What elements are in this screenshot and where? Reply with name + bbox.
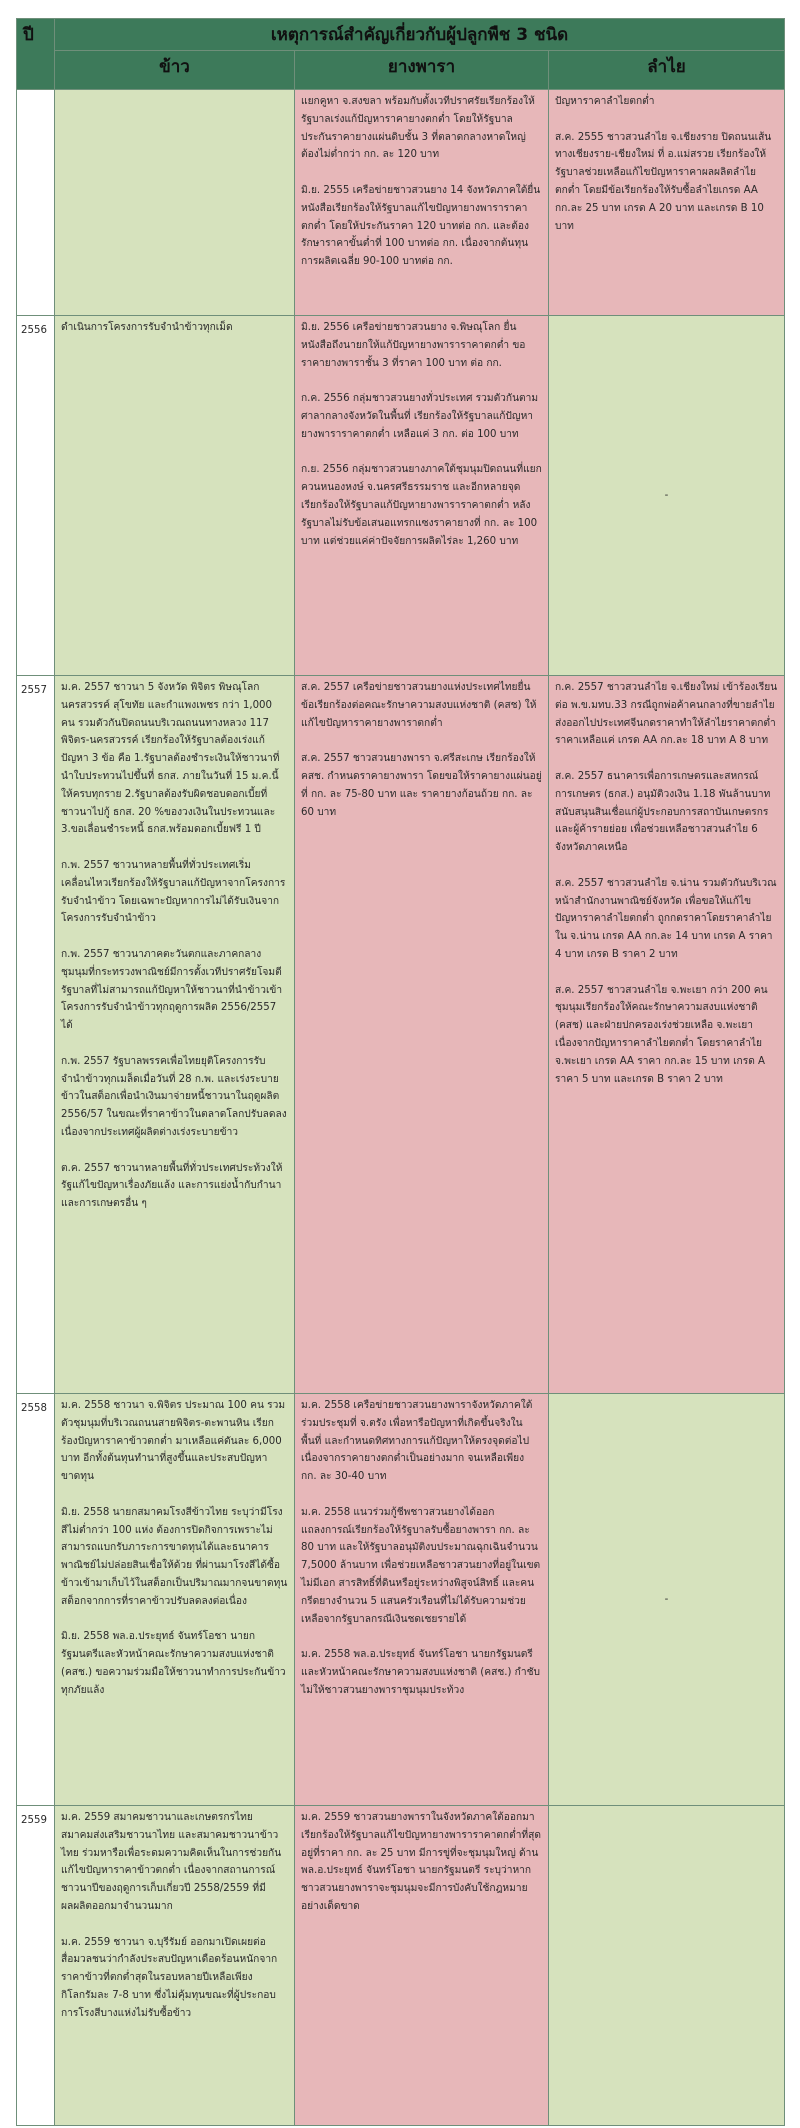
- year-cell: 2559: [17, 1806, 55, 2126]
- table-row: [17, 316, 785, 676]
- event-paragraph: ม.ค. 2558 พล.อ.ประยุทธ์ จันทร์โอชา นายกรัฐมนตรีและหัวหน้าคณะรักษาความสงบแห่งชาติ (คสช.) กำชับไม่ให้ชาวสวนยางพาราชุมนุมประท้วง: [301, 1649, 540, 1696]
- event-paragraph: ส.ค. 2555 ชาวสวนลำไย จ.เชียงราย ปิดถนนเส้นทางเชียงราย-เชียงใหม่ ที่ อ.แม่สรวย เรียกร้องให้รัฐบาลช่วยเหลือแก้ไขปัญหาราคาผลผลิตลำไยตกต่ำ โดยมีข้อเรียกร้องให้รับซื้อลำไยเกรด AA กก.ละ 25 บาท เกรด A 20 บาท และเกรด B 10 บาท: [555, 131, 772, 232]
- table-row: [17, 1394, 785, 1806]
- rubber-cell: [295, 1806, 549, 2126]
- year-cell: 2557: [17, 676, 55, 1394]
- event-paragraph: ก.ค. 2557 ชาวสวนลำไย จ.เชียงใหม่ เข้าร้องเรียนต่อ พ.ข.มทบ.33 กรณีถูกพ่อค้าคนกลางที่ขายลำไยส่งออกไปประเทศจีนกดราคาทำให้ลำไยราคาตกต่ำ ราคาเหลือแค่ เกรด AA กก.ละ 18 บาท A 8 บาท: [555, 682, 778, 747]
- table-row: [17, 676, 785, 1394]
- event-paragraph: มิ.ย. 2558 นายกสมาคมโรงสีข้าวไทย ระบุว่ามีโรงสีไม่ต่ำกว่า 100 แห่ง ต้องการปิดกิจการเพราะไม่สามารถแบกรับภาระการขาดทุนได้และธนาคารพาณิชย์ไม่ปล่อยสินเชื่อให้ด้วย ที่ผ่านมาโรงสีได้ซื้อข้าวเข้ามาเก็บไว้ในสต็อกเป็นปริมาณมากจนขาดทุนสต็อกจากการที่ราคาข้าวปรับลดลงต่อเนื่อง: [61, 1506, 288, 1607]
- empty-marker: -: [664, 489, 669, 501]
- rubber-cell: [295, 1394, 549, 1806]
- event-paragraph: มิ.ย. 2556 เครือข่ายชาวสวนยาง จ.พิษณุโลก ยื่นหนังสือถึงนายกให้แก้ปัญหายางพาราราคาตกต่ำ ขอราคายางพาราชั้น 3 ที่ราคา 100 บาท ต่อ กก.: [301, 322, 526, 369]
- rice-cell: [55, 1394, 295, 1806]
- year-cell: 2556: [17, 316, 55, 676]
- event-paragraph: ก.พ. 2557 ชาวนาหลายพื้นที่ทั่วประเทศเริ่มเคลื่อนไหวเรียกร้องให้รัฐบาลแก้ปัญหาจากโครงการรับจำนำข้าว โดยเฉพาะปัญหาการไม่ได้รับเงินจากโครงการรับจำนำข้าว: [61, 859, 286, 925]
- event-paragraph: แยกคูหา จ.สงขลา พร้อมกับตั้งเวทีปราศรัยเรียกร้องให้รัฐบาลเร่งแก้ปัญหาราคายางตกต่ำ โดยให้รัฐบาลประกันราคายางแผ่นดิบชั้น 3 ที่ตลาดกลางหาดใหญ่ต้องไม่ต่ำกว่า กก. ละ 120 บาท: [301, 96, 535, 161]
- rice-header: ข้าว: [55, 51, 295, 90]
- events-table-container: [16, 18, 784, 2126]
- year-cell: [17, 90, 55, 316]
- event-paragraph: ส.ค. 2557 ชาวสวนลำไย จ.น่าน รวมตัวกันบริเวณหน้าสำนักงานพาณิชย์จังหวัด เพื่อขอให้แก้ไขปัญหาราคาลำไยตกต่ำ ถูกกดราคาโดยราคาลำไยใน จ.น่าน เกรด AA กก.ละ 14 บาท เกรด A ราคา 4 บาท เกรด B ราคา 2 บาท: [555, 877, 777, 960]
- event-paragraph: ก.พ. 2557 รัฐบาลพรรคเพื่อไทยยุติโครงการรับจำนำข้าวทุกเมล็ดเมื่อวันที่ 28 ก.พ. และเร่งระบายข้าวในสต็อกเพื่อนำเงินมาจ่ายหนี้ชาวนาในฤดูผลิต 2556/57 ในขณะที่ราคาข้าวในตลาดโลกปรับลดลงเนื่องจากประเทศผู้ผลิตต่างเร่งระบายข้าว: [61, 1055, 287, 1138]
- rice-cell: [55, 316, 295, 676]
- table-title: เหตุการณ์สำคัญเกี่ยวกับผู้ปลูกพืช 3 ชนิด: [55, 19, 785, 51]
- events-table: [16, 18, 785, 2126]
- longan-cell: [549, 1806, 785, 2126]
- event-paragraph: ม.ค. 2557 ชาวนา 5 จังหวัด พิจิตร พิษณุโลก นครสวรรค์ สุโขทัย และกำแพงเพชร กว่า 1,000 คน รวมตัวกันปิดถนนบริเวณถนนทางหลวง 117 พิจิตร-นครสวรรค์ เรียกร้องให้รัฐบาลต้องเร่งแก้ปัญหา 3 ข้อ คือ 1.รัฐบาลต้องชำระเงินให้ชาวนาที่นำใบประทวนไปขึ้นที่ ธกส. ภายในวันที่ 15 ม.ค.นี้ ให้ครบทุกราย 2.รัฐบาลต้องรับผิดชอบดอกเบี้ยที่ชาวนาไปกู้ ธกส. 20 %ของวงเงินในประทวนและ 3.ขอเลื่อนชำระหนี้ ธกส.พร้อมดอกเบี้ยฟรี 1 ปี: [61, 682, 280, 836]
- event-paragraph: ม.ค. 2559 สมาคมชาวนาและเกษตรกรไทย สมาคมส่งเสริมชาวนาไทย และสมาคมชาวนาข้าวไทย ร่วมหารือเพื่อระดมความคิดเห็นในการช่วยกันแก้ไขปัญหาราคาข้าวตกต่ำ เนื่องจากสถานการณ์ชาวนาปีของฤดูการเก็บเกี่ยวปี 2558/2559 ที่มีผลผลิตออกมาจำนวนมาก: [61, 1812, 282, 1912]
- rice-cell: [55, 1806, 295, 2126]
- event-paragraph: ส.ค. 2557 ธนาคารเพื่อการเกษตรและสหกรณ์การเกษตร (ธกส.) อนุมัติวงเงิน 1.18 พันล้านบาท สนับสนุนสินเชื่อแก่ผู้ประกอบการสถาบันเกษตรกรและผู้ค้ารายย่อย เพื่อช่วยเหลือชาวสวนลำไย 6 จังหวัดภาคเหนือ: [555, 770, 771, 854]
- table-row: [17, 90, 785, 316]
- rubber-cell: [295, 676, 549, 1394]
- events-table-body: [17, 90, 785, 2126]
- event-paragraph: ม.ค. 2558 แนวร่วมกู้ชีพชาวสวนยางได้ออกแถลงการณ์เรียกร้องให้รัฐบาลรับซื้อยางพารา กก. ละ 80 บาท และให้รัฐบาลอนุมัติงบประมาณฉุกเฉินจำนวน 7,5000 ล้านบาท เพื่อช่วยเหลือชาวสวนยางที่อยู่ในเขตไม่มีเอก สารสิทธิ์ที่ดินหรือยู่ระหว่างพิสูจน์สิทธิ์ และคนกรีดยางจำนวน 5 แสนครัวเรือนที่ไม่ได้รับความช่วยเหลือจากรัฐบาลกรณีเงินชดเชยรายได้: [301, 1506, 541, 1625]
- rice-cell: [55, 90, 295, 316]
- longan-header: ลำไย: [549, 51, 785, 90]
- event-paragraph: ม.ค. 2558 ชาวนา จ.พิจิตร ประมาณ 100 คน รวมตัวชุมนุมที่บริเวณถนนสายพิจิตร-ตะพานหิน เรียกร้องปัญหาราคาข้าวตกต่ำ มาเหลือแค่ตันละ 6,000 บาท อีกทั้งต้นทุนทำนาที่สูงขึ้นและประสบปัญหาขาดทุน: [61, 1400, 286, 1483]
- event-paragraph: ปัญหาราคาลำไยตกต่ำ: [555, 96, 655, 107]
- rubber-header: ยางพารา: [295, 51, 549, 90]
- event-paragraph: ต.ค. 2557 ชาวนาหลายพื้นที่ทั่วประเทศประท้วงให้รัฐแก้ไขปัญหาเรื่องภัยแล้ง และการแย่งน้ำกับกำนาและการเกษตรอื่น ๆ: [61, 1162, 283, 1210]
- year-cell: 2558: [17, 1394, 55, 1806]
- year-header: ปี: [17, 19, 55, 90]
- event-paragraph: มิ.ย. 2558 พล.อ.ประยุทธ์ จันทร์โอชา นายกรัฐมนตรีและหัวหน้าคณะรักษาความสงบแห่งชาติ (คสช.) ขอความร่วมมือให้ชาวนาทำการประกันข้าวทุกภัยแล้ง: [61, 1631, 286, 1696]
- event-paragraph: ส.ค. 2557 ชาวสวนยางพารา จ.ศรีสะเกษ เรียกร้องให้ คสช. กำหนดราคายางพารา โดยขอให้ราคายางแผ่นอยู่ที่ กก. ละ 75-80 บาท และ ราคายางก้อนถ้วย กก. ละ 60 บาท: [301, 753, 542, 818]
- event-paragraph: ม.ค. 2558 เครือข่ายชาวสวนยางพาราจังหวัดภาคใต้ ร่วมประชุมที่ จ.ตรัง เพื่อหารือปัญหาที่เกิดขึ้นจริงในพื้นที่ และกำหนดทิศทางการแก้ปัญหาให้ตรงจุดต่อไป เนื่องจากราคายางตกต่ำเป็นอย่างมาก จนเหลือเพียง กก. ละ 30-40 บาท: [301, 1400, 533, 1483]
- event-paragraph: ก.พ. 2557 ชาวนาภาคตะวันตกและภาคกลางชุมนุมที่กระทรวงพาณิชย์มีการตั้งเวทีปราศรัยโจมตีรัฐบาลที่ไม่สามารถแก้ปัญหาให้ชาวนาที่นำข้าวเข้าโครงการรับจำนำข้าวทุกฤดูการผลิต 2556/2557 ได้: [61, 948, 283, 1032]
- empty-marker: -: [664, 1593, 669, 1605]
- event-paragraph: ม.ค. 2559 ชาวนา จ.บุรีรัมย์ ออกมาเปิดเผยต่อสื่อมวลชนว่ากำลังประสบปัญหาเดือดร้อนหนักจากราคาข้าวที่ตกต่ำสุดในรอบหลายปีเหลือเพียงกิโลกรัมละ 7-8 บาท ซึ่งไม่คุ้มทุนขณะที่ผู้ประกอบการโรงสีบางแห่งไม่รับซื้อข้าว: [61, 1936, 278, 2019]
- rubber-cell: [295, 90, 549, 316]
- event-paragraph: ก.ย. 2556 กลุ่มชาวสวนยางภาคใต้ชุมนุมปิดถนนที่แยกควนหนองหงษ์ จ.นครศรีธรรมราช และอีกหลายจุด เรียกร้องให้รัฐบาลแก้ปัญหายางพาราราคาตกต่ำ หลังรัฐบาลไม่รับข้อเสนอแทรกแซงราคายางที่ กก. ละ 100 บาท แต่ช่วยแค่ค่าปัจจัยการผลิตไร่ละ 1,260 บาท: [301, 464, 542, 547]
- rice-cell: [55, 676, 295, 1394]
- event-paragraph: ดำเนินการโครงการรับจำนำข้าวทุกเม็ด: [61, 322, 233, 333]
- event-paragraph: ส.ค. 2557 ชาวสวนลำไย จ.พะเยา กว่า 200 คน ชุมนุมเรียกร้องให้คณะรักษาความสงบแห่งชาติ (คสช) และฝ่ายปกครองเร่งช่วยเหลือ จ.พะเยา เนื่องจากปัญหาราคาลำไยตกต่ำ โดยราคาลำไย จ.พะเยา เกรด AA ราคา กก.ละ 15 บาท เกรด A ราคา 5 บาท และเกรด B ราคา 2 บาท: [555, 984, 768, 1085]
- event-paragraph: มิ.ย. 2555 เครือข่ายชาวสวนยาง 14 จังหวัดภาคใต้ยื่นหนังสือเรียกร้องให้รัฐบาลแก้ไขปัญหายางพาราราคาตกต่ำ โดยให้ประกันราคา 120 บาทต่อ กก. และต้องรักษาราคาขั้นต่ำที่ 100 บาทต่อ กก. เนื่องจากต้นทุนการผลิตเฉลี่ย 90-100 บาทต่อ กก.: [301, 184, 541, 268]
- event-paragraph: ส.ค. 2557 เครือข่ายชาวสวนยางแห่งประเทศไทยยื่นข้อเรียกร้องต่อคณะรักษาความสงบแห่งชาติ (คสช) ให้แก้ไขปัญหาราคายางพาราตกต่ำ: [301, 682, 537, 729]
- longan-cell: [549, 676, 785, 1394]
- table-row: [17, 1806, 785, 2126]
- longan-cell: [549, 1394, 785, 1806]
- longan-cell: [549, 90, 785, 316]
- event-paragraph: ก.ค. 2556 กลุ่มชาวสวนยางทั่วประเทศ รวมตัวกันตามศาลากลางจังหวัดในพื้นที่ เรียกร้องให้รัฐบาลแก้ปัญหายางพาราราคาตกต่ำ เหลือแค่ 3 กก. ต่อ 100 บาท: [301, 393, 539, 440]
- rubber-cell: [295, 316, 549, 676]
- longan-cell: [549, 316, 785, 676]
- event-paragraph: ม.ค. 2559 ชาวสวนยางพาราในจังหวัดภาคใต้ออกมาเรียกร้องให้รัฐบาลแก้ไขปัญหายางพาราราคาตกต่ำที่สุดอยู่ที่ราคา กก. ละ 25 บาท มีการขู่ที่จะชุมนุมใหญ่ ด้าน พล.อ.ประยุทธ์ จันทร์โอชา นายกรัฐมนตรี ระบุว่าหากชาวสวนยางพาราจะชุมนุมจะมีการบังคับใช้กฎหมายอย่างเด็ดขาด: [301, 1812, 541, 1912]
